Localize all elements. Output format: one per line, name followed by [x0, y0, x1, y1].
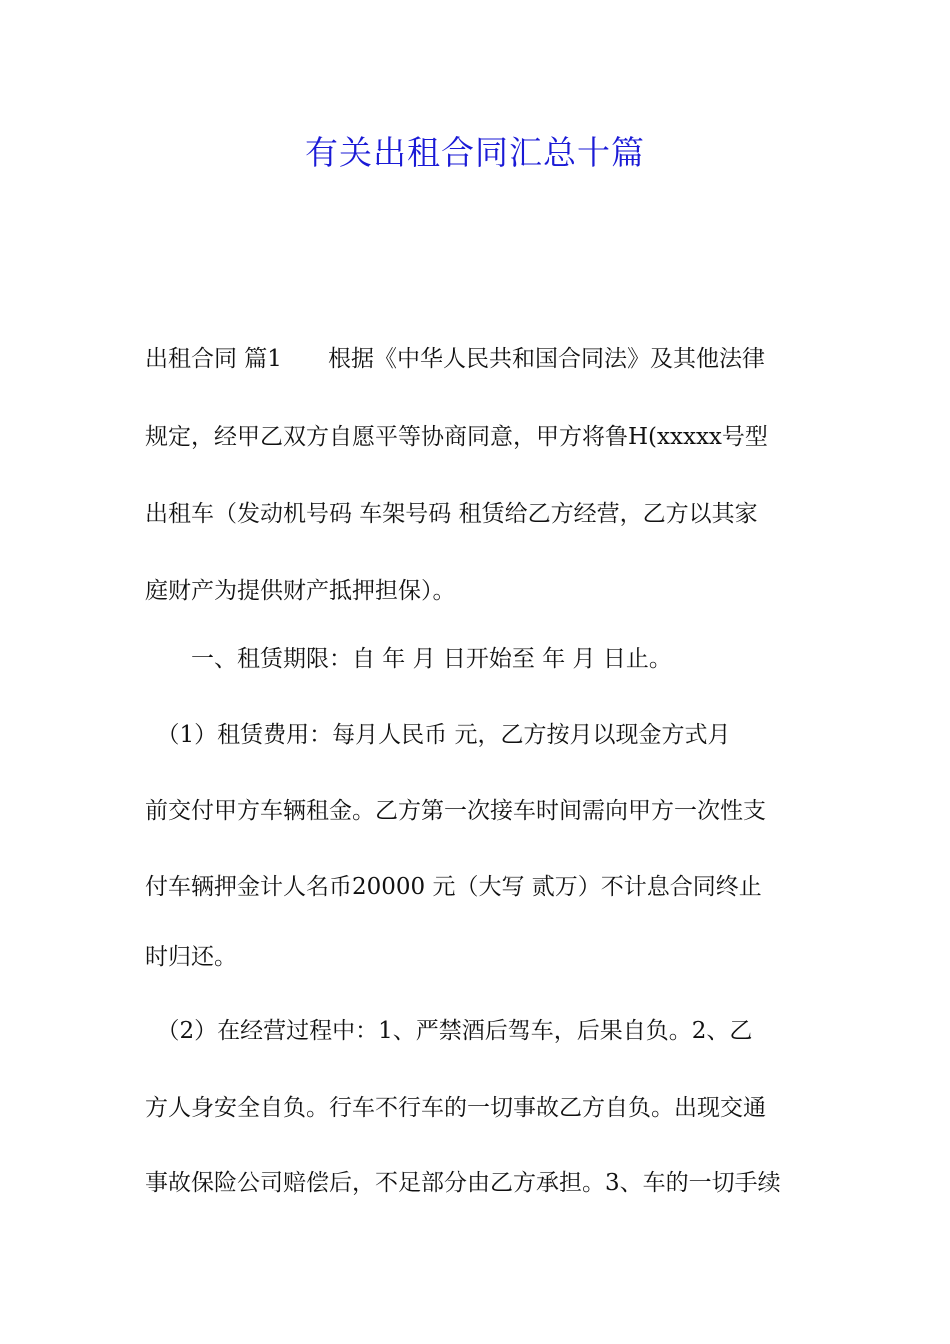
body-line-1: 出租合同 篇1 根据《中华人民共和国合同法》及其他法律 — [145, 346, 765, 372]
body-line-12: 事故保险公司赔偿后，不足部分由乙方承担。3、车的一切手续 — [145, 1170, 781, 1196]
body-line-11: 方人身安全自负。行车不行车的一切事故乙方自负。出现交通 — [145, 1095, 766, 1121]
body-line-3: 出租车（发动机号码 车架号码 租赁给乙方经营，乙方以其家 — [145, 501, 758, 527]
body-line-4: 庭财产为提供财产抵押担保）。 — [145, 578, 456, 604]
body-line-10: （2）在经营过程中：1、严禁酒后驾车，后果自负。2、乙 — [145, 1018, 753, 1044]
body-line-8: 付车辆押金计人名币20000 元（大写 贰万）不计息合同终止 — [145, 874, 762, 900]
body-line-7: 前交付甲方车辆租金。乙方第一次接车时间需向甲方一次性支 — [145, 798, 766, 824]
body-line-6: （1）租赁费用：每月人民币 元，乙方按月以现金方式月 — [145, 722, 731, 748]
body-line-2: 规定，经甲乙双方自愿平等协商同意，甲方将鲁H(xxxxx号型 — [145, 424, 768, 450]
body-line-5: 一、租赁期限：自 年 月 日开始至 年 月 日止。 — [145, 646, 672, 672]
body-line-9: 时归还。 — [145, 944, 237, 970]
document-title: 有关出租合同汇总十篇 — [305, 133, 645, 172]
